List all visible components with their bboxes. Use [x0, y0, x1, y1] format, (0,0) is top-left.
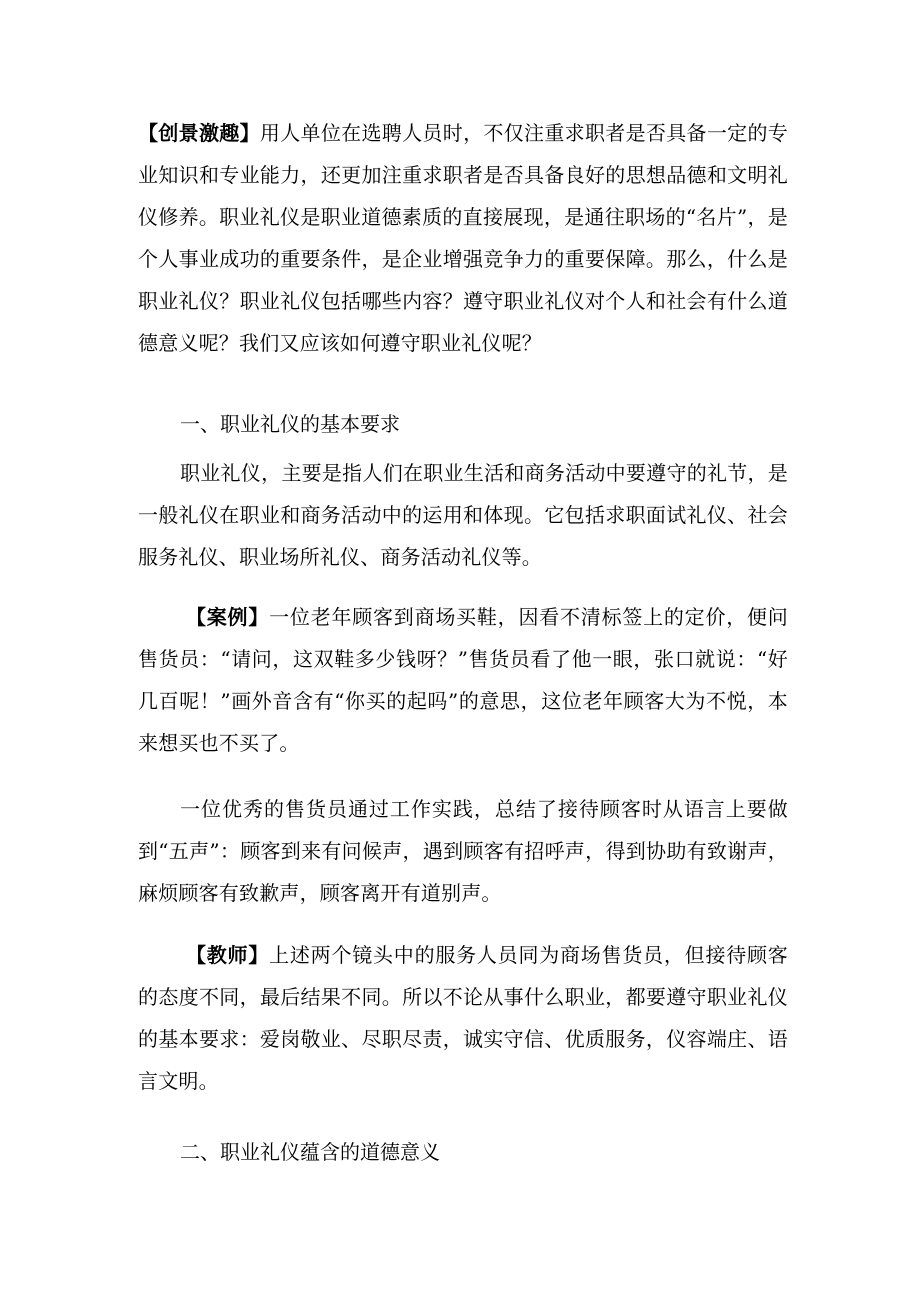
- section-heading-2: 二、职业礼仪蕴含的道德意义: [180, 1140, 440, 1164]
- intro-tag: 【创景激趣】: [138, 121, 260, 145]
- case-paragraph: [138, 596, 788, 764]
- paragraph-five-voices: 一位优秀的售货员通过工作实践，总结了接待顾客时从语言上要做到“五声”：顾客到来有问候声，遇到顾客有招呼声，得到协助有致谢声，麻烦顾客有致歉声，顾客离开有道别声。: [138, 797, 788, 905]
- intro-paragraph: [138, 112, 788, 364]
- teacher-text: 上述两个镜头中的服务人员同为商场售货员，但接待顾客的态度不同，最后结果不同。所以不论从事什么职业，都要遵守职业礼仪的基本要求：爱岗敬业、尽职尽责，诚实守信、优质服务，仪容端庄、语言文明。: [138, 943, 788, 1093]
- case-text: 一位老年顾客到商场买鞋，因看不清标签上的定价，便问售货员：“请问，这双鞋多少钱呀？”售货员看了他一眼，张口就说：“好几百呢！”画外音含有“你买的起吗”的意思，这位老年顾客大为不悦，本来想买也不买了。: [138, 605, 788, 755]
- case-tag: 【案例】: [186, 605, 270, 629]
- paragraph-definition: 职业礼仪，主要是指人们在职业生活和商务活动中要遵守的礼节，是一般礼仪在职业和商务活动中的运用和体现。它包括求职面试礼仪、社会服务礼仪、职业场所礼仪、商务活动礼仪等。: [138, 461, 788, 569]
- intro-text: 用人单位在选聘人员时，不仅注重求职者是否具备一定的专业知识和专业能力，还更加注重求职者是否具备良好的思想品德和文明礼仪修养。职业礼仪是职业道德素质的直接展现，是通往职场的“名片”，是个人事业成功的重要条件，是企业增强竞争力的重要保障。那么，什么是职业礼仪？职业礼仪包括哪些内容？遵守职业礼仪对个人和社会有什么道德意义呢？我们又应该如何遵守职业礼仪呢？: [138, 121, 789, 355]
- teacher-tag: 【教师】: [186, 943, 270, 967]
- section-heading-1: 一、职业礼仪的基本要求: [180, 412, 400, 436]
- teacher-paragraph: [138, 934, 788, 1102]
